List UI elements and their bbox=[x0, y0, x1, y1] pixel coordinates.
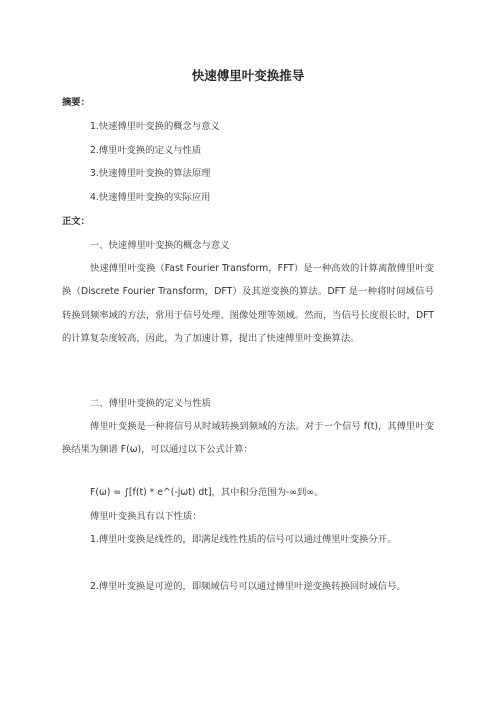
properties-intro: 傅里叶变换具有以下性质： bbox=[90, 511, 202, 522]
document-title: 快速傅里叶变换推导 bbox=[191, 68, 305, 83]
abstract-item-4: 4.快速傅里叶变换的实际应用 bbox=[90, 192, 211, 203]
body-heading: 正文： bbox=[62, 216, 90, 227]
abstract-item-3: 3.快速傅里叶变换的算法原理 bbox=[90, 168, 211, 179]
property-invertibility: 2.傅里叶变换是可逆的，即频域信号可以通过傅里叶逆变换转换回时域信号。 bbox=[90, 581, 406, 592]
section2-heading: 二、傅里叶变换的定义与性质 bbox=[90, 398, 211, 409]
fourier-formula: F(ω) = ∫[f(t) * e^(-jωt) dt]，其中积分范围为-∞到∞。 bbox=[90, 487, 324, 498]
section1-paragraph: 快速傅里叶变换（Fast Fourier Transform，FFT）是一种高效的计算离散傅里叶变换（Discrete Fourier Transform，DFT）及其逆变换的算法。DFT 是一种将时间域信号转换到频率域的方法，常用于信号处理、图像处理等领域。然而，当信号长度很长时，DFT 的计算复杂度较高，因此，为了加速计算，提出了快速傅里叶变换算法。 bbox=[62, 263, 434, 344]
abstract-heading: 摘要： bbox=[62, 97, 90, 108]
property-linearity: 1.傅里叶变换是线性的，即满足线性性质的信号可以通过傅里叶变换分开。 bbox=[90, 534, 397, 545]
section1-heading: 一、快速傅里叶变换的概念与意义 bbox=[90, 240, 230, 251]
section2-paragraph: 傅里叶变换是一种将信号从时域转换到频域的方法。对于一个信号 f(t)，其傅里叶变换结果为频谱 F(ω)，可以通过以下公式计算： bbox=[62, 421, 434, 456]
abstract-item-2: 2.傅里叶变换的定义与性质 bbox=[90, 145, 202, 156]
abstract-item-1: 1.快速傅里叶变换的概念与意义 bbox=[90, 121, 220, 132]
